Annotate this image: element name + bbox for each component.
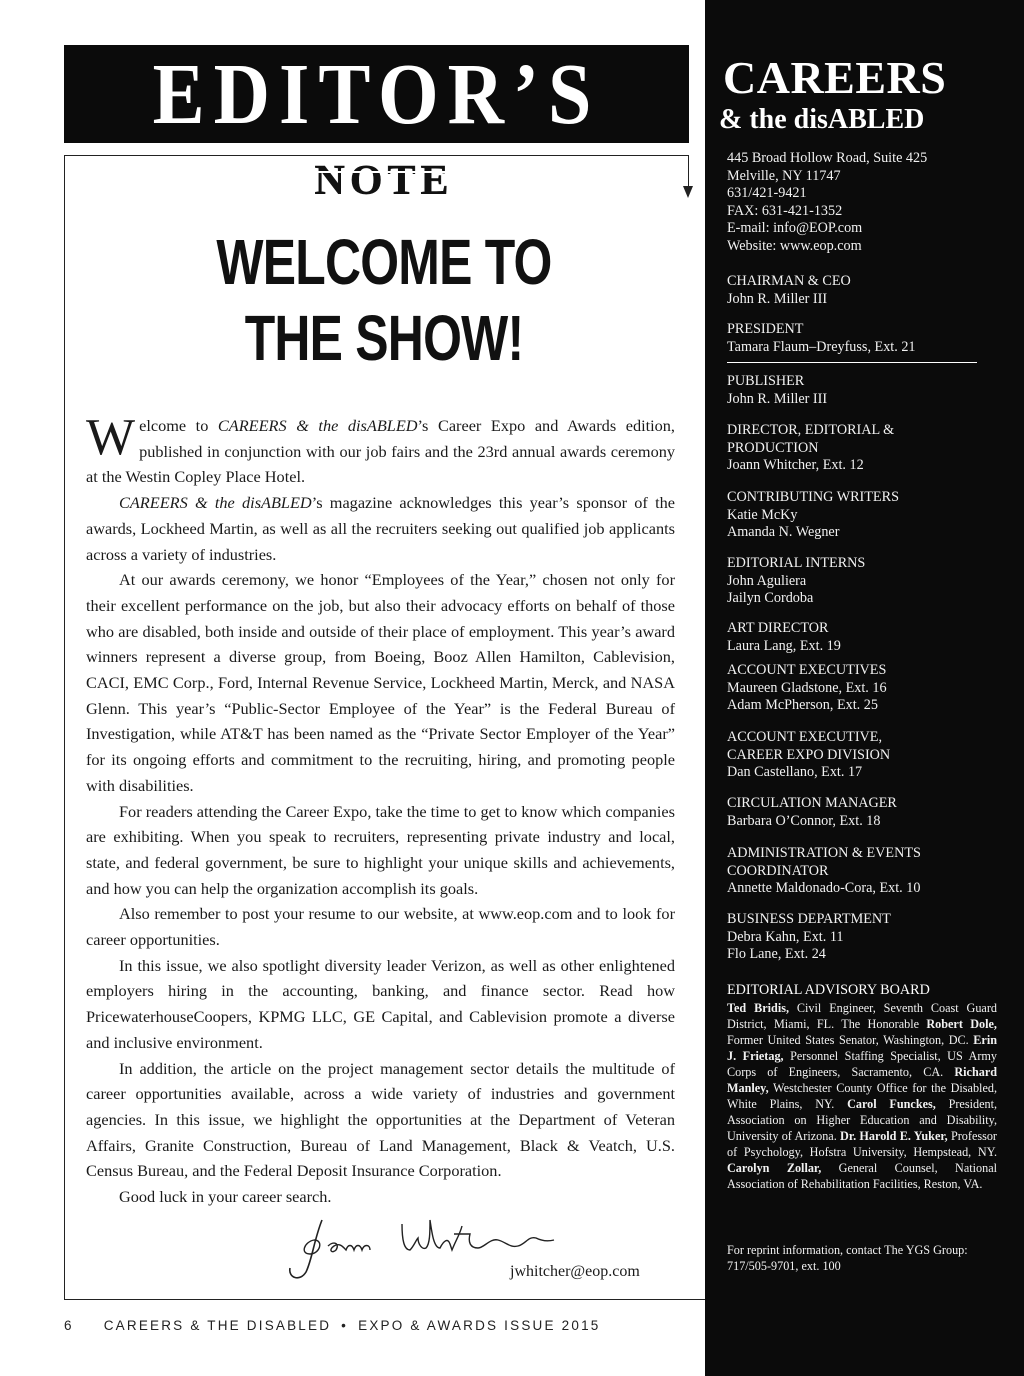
paragraph-2: CAREERS & the disABLED’s magazine acknowledges this year’s sponsor of the awards, Lockheed Martin, as well as all the recruiters seeking out qualified job applicants across a variety of industries. bbox=[86, 493, 675, 564]
editors-banner bbox=[64, 45, 689, 143]
masthead-circulation: CIRCULATION MANAGER Barbara O’Connor, Ext. 18 bbox=[727, 795, 897, 829]
masthead-chairman: CHAIRMAN & CEO John R. Miller III bbox=[727, 273, 851, 307]
masthead-address: 445 Broad Hollow Road, Suite 425 Melville, NY 11747 631/421-9421 FAX: 631-421-1352 E-mail: info@EOP.com Website: www.eop.com bbox=[727, 150, 1002, 255]
masthead-website: Website: www.eop.com bbox=[727, 237, 862, 254]
headline-line-1: WELCOME TO bbox=[216, 226, 552, 298]
drop-cap: W bbox=[86, 409, 136, 466]
masthead-email: E-mail: info@EOP.com bbox=[727, 220, 863, 236]
paragraph-4: For readers attending the Career Expo, take the time to get to know which companies are exhibiting. When you speak to recruiters, representing private industry and local, state, and federal government, be sure to highlight your unique skills and achievements, and how you can help the organization accomplish its goals. bbox=[86, 801, 675, 898]
footer-publication: CAREERS & THE DISABLED bbox=[103, 1318, 332, 1333]
paragraph-1: Welcome to CAREERS & the disABLED’s Career Expo and Awards edition, published in conjunction with our job fairs and the 23rd annual awards ceremony at the Westin Copley Place Hotel. bbox=[86, 409, 676, 487]
editor-email: jwhitcher@eop.com bbox=[510, 1263, 640, 1280]
magazine-name: CAREERS & the disABLED bbox=[217, 416, 418, 435]
frame-bottom-rule bbox=[64, 1299, 705, 1300]
masthead-sidebar bbox=[705, 0, 1024, 1376]
signature-name: Joann Whitcher bbox=[284, 1197, 385, 1214]
frame-top-rule bbox=[64, 155, 688, 156]
page-number: 6 bbox=[64, 1318, 74, 1333]
article-body bbox=[86, 409, 676, 1210]
note-outline-lettering bbox=[269, 158, 499, 202]
note-title bbox=[64, 158, 704, 211]
masthead-president: PRESIDENT Tamara Flaum–Dreyfuss, Ext. 21 bbox=[727, 321, 916, 355]
masthead-interns: EDITORIAL INTERNS John Aguliera Jailyn Cordoba bbox=[727, 555, 866, 606]
footer-issue: EXPO & AWARDS ISSUE 2015 bbox=[358, 1318, 601, 1333]
masthead-divider bbox=[727, 362, 977, 363]
paragraph-6: In this issue, we also spotlight diversity leader Verizon, as well as other enlightened employers hiring in the accounting, banking, and finance sector. Read how PricewaterhouseCoopers, KPMG LLC, GE Capital, and Cablevision promote a diverse and inclusive environment. bbox=[86, 955, 675, 1052]
masthead-publisher: PUBLISHER John R. Miller III bbox=[727, 373, 828, 407]
banner-title: EDITOR’S bbox=[152, 44, 601, 143]
masthead-subtitle: & the disABLED bbox=[719, 104, 925, 135]
article-headline bbox=[64, 224, 704, 376]
masthead-account-executives: ACCOUNT EXECUTIVES Maureen Gladstone, Ext. 16 Adam McPherson, Ext. 25 bbox=[727, 662, 887, 713]
masthead-title: CAREERS bbox=[723, 52, 947, 103]
advisory-members: Ted Bridis, Civil Engineer, Seventh Coast Guard District, Miami, FL. The Honorable Robert Dole, Former United States Senator, Washington, DC. Erin J. Frietag, Personnel Staffing Specialist, US Army Corps of Engineers, Sacramento, CA. Richard Manley, Westchester County Office for the Disabled, White Plains, NY. Carol Funckes, President, Association on Higher Education and Disability, University of Arizona. Dr. Harold E. Yuker, Professor of Psychology, Hofstra University, Hempstead, NY. Carolyn Zollar, General Counsel, National Association of Rehabilitation Facilities, Reston, VA. bbox=[727, 1000, 998, 1191]
footer-bullet: • bbox=[341, 1318, 349, 1333]
paragraph-5: Also remember to post your resume to our website, at www.eop.com and to look for career opportunities. bbox=[86, 904, 675, 950]
masthead-business: BUSINESS DEPARTMENT Debra Kahn, Ext. 11 Flo Lane, Ext. 24 bbox=[727, 911, 891, 962]
paragraph-3: At our awards ceremony, we honor “Employees of the Year,” chosen not only for their excellent performance on the job, but also their advocacy efforts on behalf of those who are disabled, both inside and outside of their place of employment. This year’s award winners represent a diverse group, from Boeing, Booz Allen Hamilton, Cablevision, CACI, EMC Corp., Ford, Internal Revenue Service, Lockheed Martin, Merck, and NASA Glenn. This year’s “Public-Sector Employee of the Year” is the Federal Bureau of Investigation, while AT&T has been named as the “Private Sector Employer of the Year” for its ongoing efforts and commitment to the recruiting, hiring, and promoting people with disabilities. bbox=[86, 570, 675, 795]
paragraph-8: Good luck in your career search. bbox=[119, 1187, 332, 1207]
masthead-expo-executive: ACCOUNT EXECUTIVE, CAREER EXPO DIVISION Dan Castellano, Ext. 17 bbox=[727, 729, 891, 780]
masthead-writers: CONTRIBUTING WRITERS Katie McKy Amanda N. Wegner bbox=[727, 489, 899, 540]
masthead-director: DIRECTOR, EDITORIAL & PRODUCTION Joann Whitcher, Ext. 12 bbox=[727, 422, 895, 473]
masthead-administration: ADMINISTRATION & EVENTS COORDINATOR Annette Maldonado-Cora, Ext. 10 bbox=[727, 845, 921, 896]
editorial-advisory-board: EDITORIAL ADVISORY BOARD Ted Bridis, Civil Engineer, Seventh Coast Guard District, Miami, FL. The Honorable Robert Dole, Former United States Senator, Washington, DC. Erin J. Frietag, Personnel Staffing Specialist, US Army Corps of Engineers, Sacramento, CA. Richard Manley, Westchester County Office for the Disabled, White Plains, NY. Carol Funckes, President, Association on Higher Education and Disability, University of Arizona. Dr. Harold E. Yuker, Professor of Psychology, Hofstra University, Hempstead, NY. Carolyn Zollar, General Counsel, National Association of Rehabilitation Facilities, Reston, VA. bbox=[727, 982, 998, 1191]
paragraph-7: In addition, the article on the project management sector details the multitude of career opportunities available, across a wide variety of industries and government agencies. In this issue, we highlight the opportunities at the Department of Veteran Affairs, Granite Construction, Bureau of Land Management, Black & Veatch, U.S. Census Bureau, and the Federal Deposit Insurance Corporation. bbox=[86, 1058, 675, 1181]
note-text: NOTE bbox=[314, 158, 454, 204]
page-footer bbox=[64, 1318, 600, 1333]
reprint-info: For reprint information, contact The YGS Group: 717/505-9701, ext. 100 bbox=[727, 1243, 968, 1273]
headline-line-2: THE SHOW! bbox=[244, 302, 524, 374]
masthead-art-director: ART DIRECTOR Laura Lang, Ext. 19 bbox=[727, 620, 841, 654]
